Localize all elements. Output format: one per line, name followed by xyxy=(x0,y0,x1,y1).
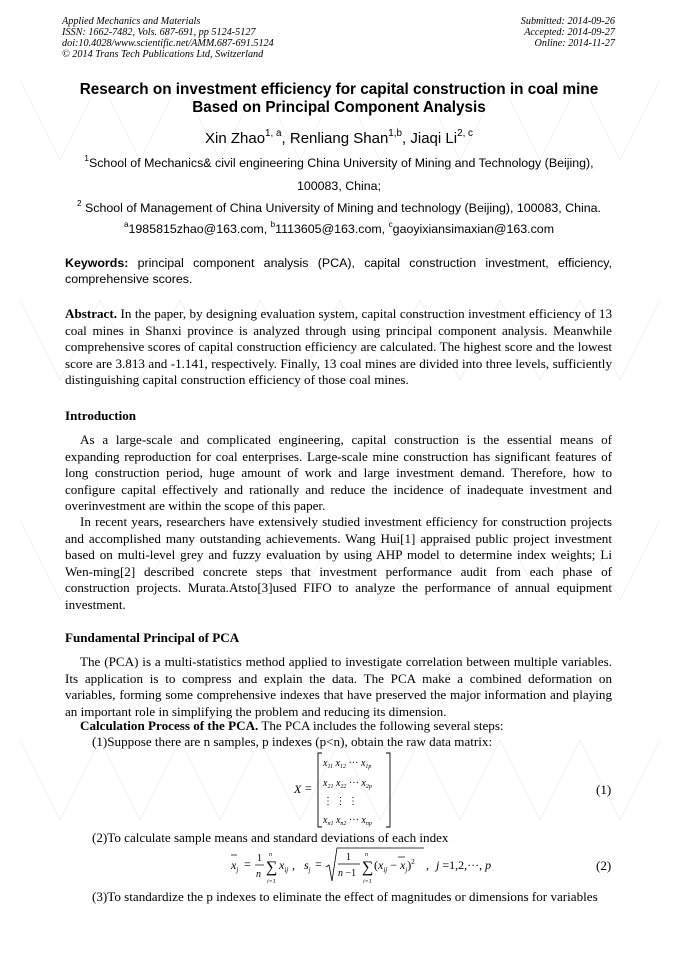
step-2: (2)To calculate sample means and standard deviations of each index xyxy=(92,830,449,845)
svg-text:1: 1 xyxy=(346,852,351,863)
equation-2-means xyxy=(228,845,510,887)
author-list: Xin Zhao$^{1, a}$, Renliang Shan$^{1,b}$, Jiaqi Li$^{2, c}$ xyxy=(205,128,473,147)
journal-header xyxy=(62,16,274,60)
svg-text:,: , xyxy=(292,858,295,872)
svg-text:j =1,2,···, p: j =1,2,···, p xyxy=(436,858,492,872)
svg-text:=: = xyxy=(315,857,322,871)
journal-doi[interactable]: doi:10.4028/www.scientific.net/AMM.687-691.5124 xyxy=(62,38,274,49)
svg-text:∑: ∑ xyxy=(266,859,278,876)
author-name: Jiaqi Li xyxy=(410,130,458,147)
calc-process xyxy=(80,718,612,735)
svg-text:sj: $s_j$ xyxy=(304,858,311,874)
svg-text:1: 1 xyxy=(257,853,262,864)
calc-text: The PCA includes the following several steps: xyxy=(261,718,504,733)
abstract-text: In the paper, by designing evaluation system, capital construction investment efficiency of 13 coal mines in Shanxi province is analyzed through using principal component analysis. Meanwhile comprehensive scores of capital construction efficiency are calculated. The highest score and the lowest score are 3.813 and -1.141, respectively. Finally, 13 coal mines are divided into three levels, sufficiently distinguishing capital construction efficiency of those coal mines. xyxy=(65,306,612,387)
step-3: (3)To standardize the p indexes to eliminate the effect of magnitudes or dimensions for variables xyxy=(92,889,598,904)
svg-text:xn1 xn2 ··· xnp: $x_{n1}$ $x_{n2}$ ··· $x_{np}$ xyxy=(323,815,372,827)
title-line-2: Based on Principal Component Analysis xyxy=(192,99,486,116)
email-link[interactable]: 1985815zhao@163.com, xyxy=(128,222,268,236)
dates-header xyxy=(521,16,615,49)
calc-label: Calculation Process of the PCA. xyxy=(80,718,259,733)
journal-name: Applied Mechanics and Materials xyxy=(62,16,201,27)
online-date: Online: 2014-11-27 xyxy=(534,38,615,49)
affiliation-text: School of Management of China University of Mining and technology (Beijing), 100083, China. xyxy=(85,201,601,215)
svg-text:xj: $x_j$ xyxy=(231,858,239,874)
affiliation-sup: 2 xyxy=(77,199,82,208)
accepted-date: Accepted: 2014-09-27 xyxy=(524,27,615,38)
svg-text:∑: ∑ xyxy=(362,859,374,876)
author-name: Renliang Shan xyxy=(289,130,389,147)
email-sup: c xyxy=(388,220,393,229)
keywords-block xyxy=(65,256,612,287)
svg-text:⋮ ⋮ ⋮: ⋮ ⋮ ⋮ xyxy=(323,796,358,807)
title-line-1: Research on investment efficiency for capital construction in coal mine xyxy=(79,81,599,98)
email-sup: a xyxy=(123,220,129,229)
affiliation-1-line-2: 100083, China; xyxy=(296,179,382,193)
affiliation-sup: 1 xyxy=(84,154,89,163)
svg-text:i=1: i=1 xyxy=(363,879,372,885)
journal-copyright: © 2014 Trans Tech Publications Ltd, Switzerland xyxy=(62,49,264,60)
email-line xyxy=(40,222,638,236)
keywords-label: Keywords: xyxy=(65,256,129,270)
equation-1-number: (1) xyxy=(596,782,612,797)
journal-issn: ISSN: 1662-7482, Vols. 687-691, pp 5124-5127 xyxy=(62,27,256,38)
introduction-paragraph-1: As a large-scale and complicated engineering, capital construction is the essential means of expanding reproduction for coal enterprises. Large-scale mine construction has significant features of long construction period, huge amount of work and large investment demand. Therefore, how to configure capital effectively and rationally and reduce the incidence of inadequate investment and overinvestment are within the scope of this paper. xyxy=(65,432,612,513)
email-link[interactable]: gaoyixiansimaxian@163.com xyxy=(392,222,555,236)
affiliation-2 xyxy=(40,201,638,215)
svg-text:n −1: n −1 xyxy=(338,868,357,879)
abstract-label: Abstract. xyxy=(65,306,117,321)
introduction-paragraph-2: In recent years, researchers have extensively studied investment efficiency for construction projects and accomplished many outstanding achievements. Wang Hui[1] appraised public project investment based on multi-level grey and fuzzy evaluation by using AHP model to determine index weights; Li Wen-ming[2] described concrete steps that investment performance audit from each phase of construction projects. Murata.Atsto[3]used FIFO to analyze the performance of annual equipment investment. xyxy=(65,514,612,612)
svg-text:n: n xyxy=(365,852,368,858)
affiliation-text: School of Mechanics& civil engineering China University of Mining and Technology (Beijing), xyxy=(88,156,594,170)
svg-text:=: = xyxy=(244,857,251,871)
author-name: Xin Zhao xyxy=(205,130,266,147)
paper-title xyxy=(40,81,638,117)
submitted-date: Submitted: 2014-09-26 xyxy=(520,16,615,27)
author-sup: 1, a xyxy=(265,128,282,139)
email-link[interactable]: 1113605@163.com, xyxy=(275,222,386,236)
svg-text:n: n xyxy=(256,869,261,880)
svg-text:X: X xyxy=(294,782,302,796)
keywords-text: principal component analysis (PCA), capital construction investment, efficiency, comprehensive scores. xyxy=(65,256,612,286)
svg-text:n: n xyxy=(269,852,272,858)
svg-text:x21 x22 ··· x2p: $x_{21}$ $x_{22}$ ··· $x_{2p}$ xyxy=(323,778,372,790)
svg-text:,: , xyxy=(426,858,429,872)
svg-text:=: = xyxy=(305,781,312,795)
equation-1-matrix xyxy=(290,748,400,830)
author-sup: 2, c xyxy=(457,128,473,139)
svg-text:x11 x12 ··· x1p: $x_{11}$ $x_{12}$ ··· $x_{1p}$ xyxy=(323,758,372,770)
equation-2-number: (2) xyxy=(596,858,612,873)
svg-text:(xij − xj)2: $(x_{ij} - x_j)^2$ xyxy=(374,858,415,874)
step-1: (1)Suppose there are n samples, p indexes (p<n), obtain the raw data matrix: xyxy=(92,734,493,749)
introduction-heading: Introduction xyxy=(65,408,137,423)
svg-text:xij: $x_{ij}$ xyxy=(279,858,289,874)
author-sup: 1,b xyxy=(388,128,403,139)
affiliation-1-line-1 xyxy=(40,156,638,170)
svg-text:i=1: i=1 xyxy=(267,879,276,885)
abstract-block xyxy=(65,306,612,389)
pca-heading: Fundamental Principal of PCA xyxy=(65,630,240,645)
email-sup: b xyxy=(270,220,276,229)
pca-paragraph-1: The (PCA) is a multi-statistics method applied to investigate correlation between multiple variables. Its application is to compress and explain the data. The PCA make a combined deformation on variables, forming some comprehensive indexes that have preserved the major information and playing an important role in simplifying the problem and reducing its dimension. xyxy=(65,654,612,719)
